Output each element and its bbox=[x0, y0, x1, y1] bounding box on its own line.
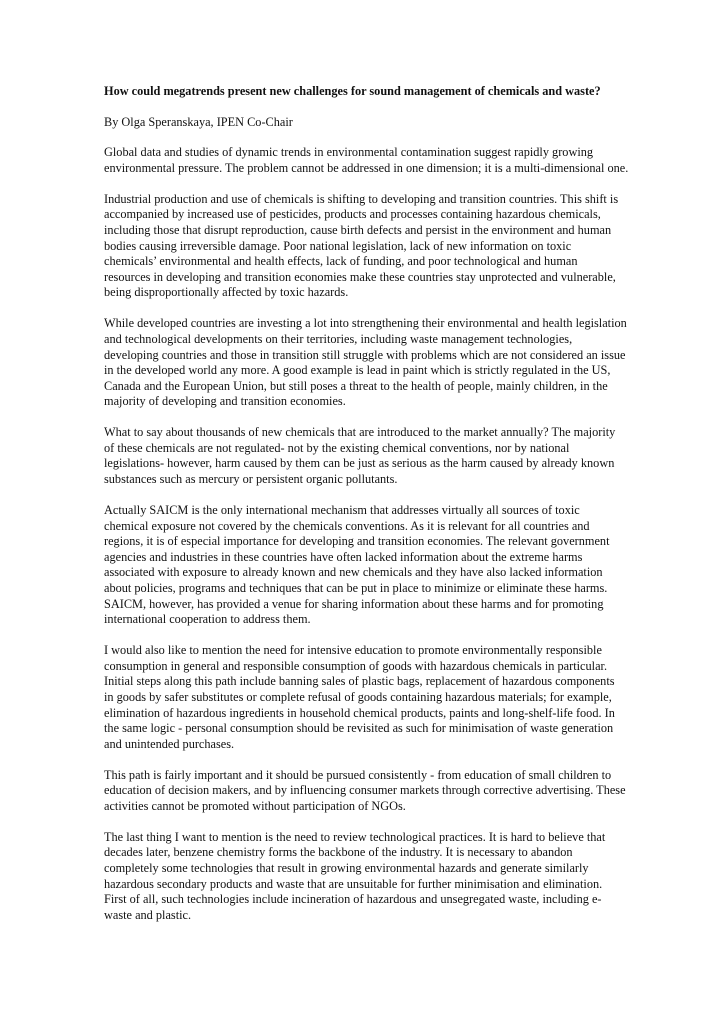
paragraph-line: about policies, programs and techniques that can be put in place to minimize or eliminate these harms. bbox=[104, 581, 608, 595]
paragraph-line: being disproportionally affected by toxic hazards. bbox=[104, 285, 349, 300]
paragraph-line: SAICM, however, has provided a venue for sharing information about these harms and for promoting bbox=[104, 596, 604, 611]
paragraph-line: The last thing I want to mention is the need to review technological practices. It is hard to believe that bbox=[104, 829, 606, 844]
paragraph bbox=[104, 503, 674, 628]
paragraph-line: education of decision makers, and by influencing consumer markets through corrective advertising. These bbox=[104, 783, 626, 798]
paragraph-line: decades later, benzene chemistry forms the backbone of the industry. It is necessary to abandon bbox=[104, 845, 573, 860]
paragraph-line: environmental pressure. The problem cannot be addressed in one dimension; it is a multi-dimensional one. bbox=[104, 160, 629, 175]
paragraph-line: What to say about thousands of new chemicals that are introduced to the market annually? The majority bbox=[104, 425, 616, 440]
paragraph-line: elimination of hazardous ingredients in household chemical products, paints and long-shelf-life food. In bbox=[104, 705, 615, 720]
paragraph-line: of these chemicals are not regulated- not by the existing chemical conventions, nor by national bbox=[104, 440, 570, 455]
paragraph-line: chemicals’ environmental and health effects, lack of funding, and poor technological and human bbox=[104, 254, 578, 269]
author-byline: By Olga Speranskaya, IPEN Co-Chair bbox=[104, 114, 293, 129]
paragraph bbox=[104, 425, 674, 487]
paragraph-line: Initial steps along this path include banning sales of plastic bags, replacement of hazardous components bbox=[104, 674, 615, 689]
document-title: How could megatrends present new challenges for sound management of chemicals and waste? bbox=[104, 84, 601, 98]
paragraph bbox=[104, 643, 674, 752]
paragraph-line: the same logic - personal consumption should be revisited as such for minimisation of waste generation bbox=[104, 721, 614, 736]
paragraph-line: completely some technologies that result in growing environmental hazards and generate similarly bbox=[104, 861, 589, 876]
paragraph-line: Industrial production and use of chemicals is shifting to developing and transition countries. This shift is bbox=[104, 191, 619, 206]
paragraph-line: resources in developing and transition economies make these countries stay unprotected and vulnerable, bbox=[104, 269, 616, 284]
paragraph-line: Global data and studies of dynamic trends in environmental contamination suggest rapidly growing bbox=[104, 145, 594, 160]
paragraph bbox=[104, 145, 674, 176]
paragraph-line: including those that disrupt reproduction, cause birth defects and persist in the environment and human bbox=[104, 222, 612, 237]
paragraph bbox=[104, 830, 674, 924]
paragraph-line: legislations- however, harm caused by them can be just as serious as the harm caused by already known bbox=[104, 456, 615, 471]
paragraph-line: chemical exposure not covered by the chemicals conventions. As it is relevant for all countries and bbox=[104, 518, 590, 533]
paragraph-line: While developed countries are investing a lot into strengthening their environmental and health legislation bbox=[104, 316, 627, 331]
paragraph-line: majority of developing and transition economies. bbox=[104, 394, 346, 409]
document-body bbox=[104, 145, 674, 923]
paragraph-line: associated with exposure to already known and new chemicals and they have also lacked information bbox=[104, 565, 603, 580]
paragraph bbox=[104, 316, 674, 410]
paragraph-line: Actually SAICM is the only international mechanism that addresses virtually all sources of toxic bbox=[104, 503, 580, 518]
paragraph-line: regions, it is of especial importance for developing and transition economies. The relevant government bbox=[104, 534, 610, 549]
paragraph-line: agencies and industries in these countries have often lacked information about the extreme harms bbox=[104, 549, 583, 564]
paragraph-line: This path is fairly important and it should be pursued consistently - from education of small children to bbox=[104, 767, 612, 782]
paragraph-line: international cooperation to address them. bbox=[104, 612, 311, 627]
paragraph-line: activities cannot be promoted without participation of NGOs. bbox=[104, 798, 406, 813]
paragraph-line: and technological developments on their territories, including waste management technologies, bbox=[104, 331, 573, 346]
paragraph-line: First of all, such technologies include incineration of hazardous and unsegregated waste, including e- bbox=[104, 892, 602, 907]
paragraph-line: I would also like to mention the need for intensive education to promote environmentally responsible bbox=[104, 643, 602, 658]
document-page bbox=[104, 84, 674, 939]
paragraph-line: bodies causing irreversible damage. Poor national legislation, lack of new information on toxic bbox=[104, 238, 572, 253]
paragraph-line: consumption in general and responsible consumption of goods with hazardous chemicals in particular. bbox=[104, 658, 608, 673]
paragraph-line: substances such as mercury or persistent organic pollutants. bbox=[104, 472, 398, 487]
paragraph-line: waste and plastic. bbox=[104, 907, 192, 922]
paragraph-line: in the developed world any more. A good example is lead in paint which is strictly regulated in the US, bbox=[104, 363, 611, 378]
paragraph-line: developing countries and those in transition still struggle with problems which are not considered an issue bbox=[104, 347, 626, 362]
paragraph-line: Canada and the European Union, but still poses a threat to the health of people, mainly children, in the bbox=[104, 378, 608, 393]
paragraph bbox=[104, 192, 674, 301]
paragraph-line: in goods by safer substitutes or complete refusal of goods containing hazardous materials; for example, bbox=[104, 689, 612, 704]
paragraph bbox=[104, 768, 674, 815]
paragraph-line: and unintended purchases. bbox=[104, 736, 235, 751]
paragraph-line: accompanied by increased use of pesticides, products and processes containing hazardous chemicals, bbox=[104, 207, 601, 222]
paragraph-line: hazardous secondary products and waste that are unsuitable for further minimisation and elimination. bbox=[104, 876, 603, 891]
